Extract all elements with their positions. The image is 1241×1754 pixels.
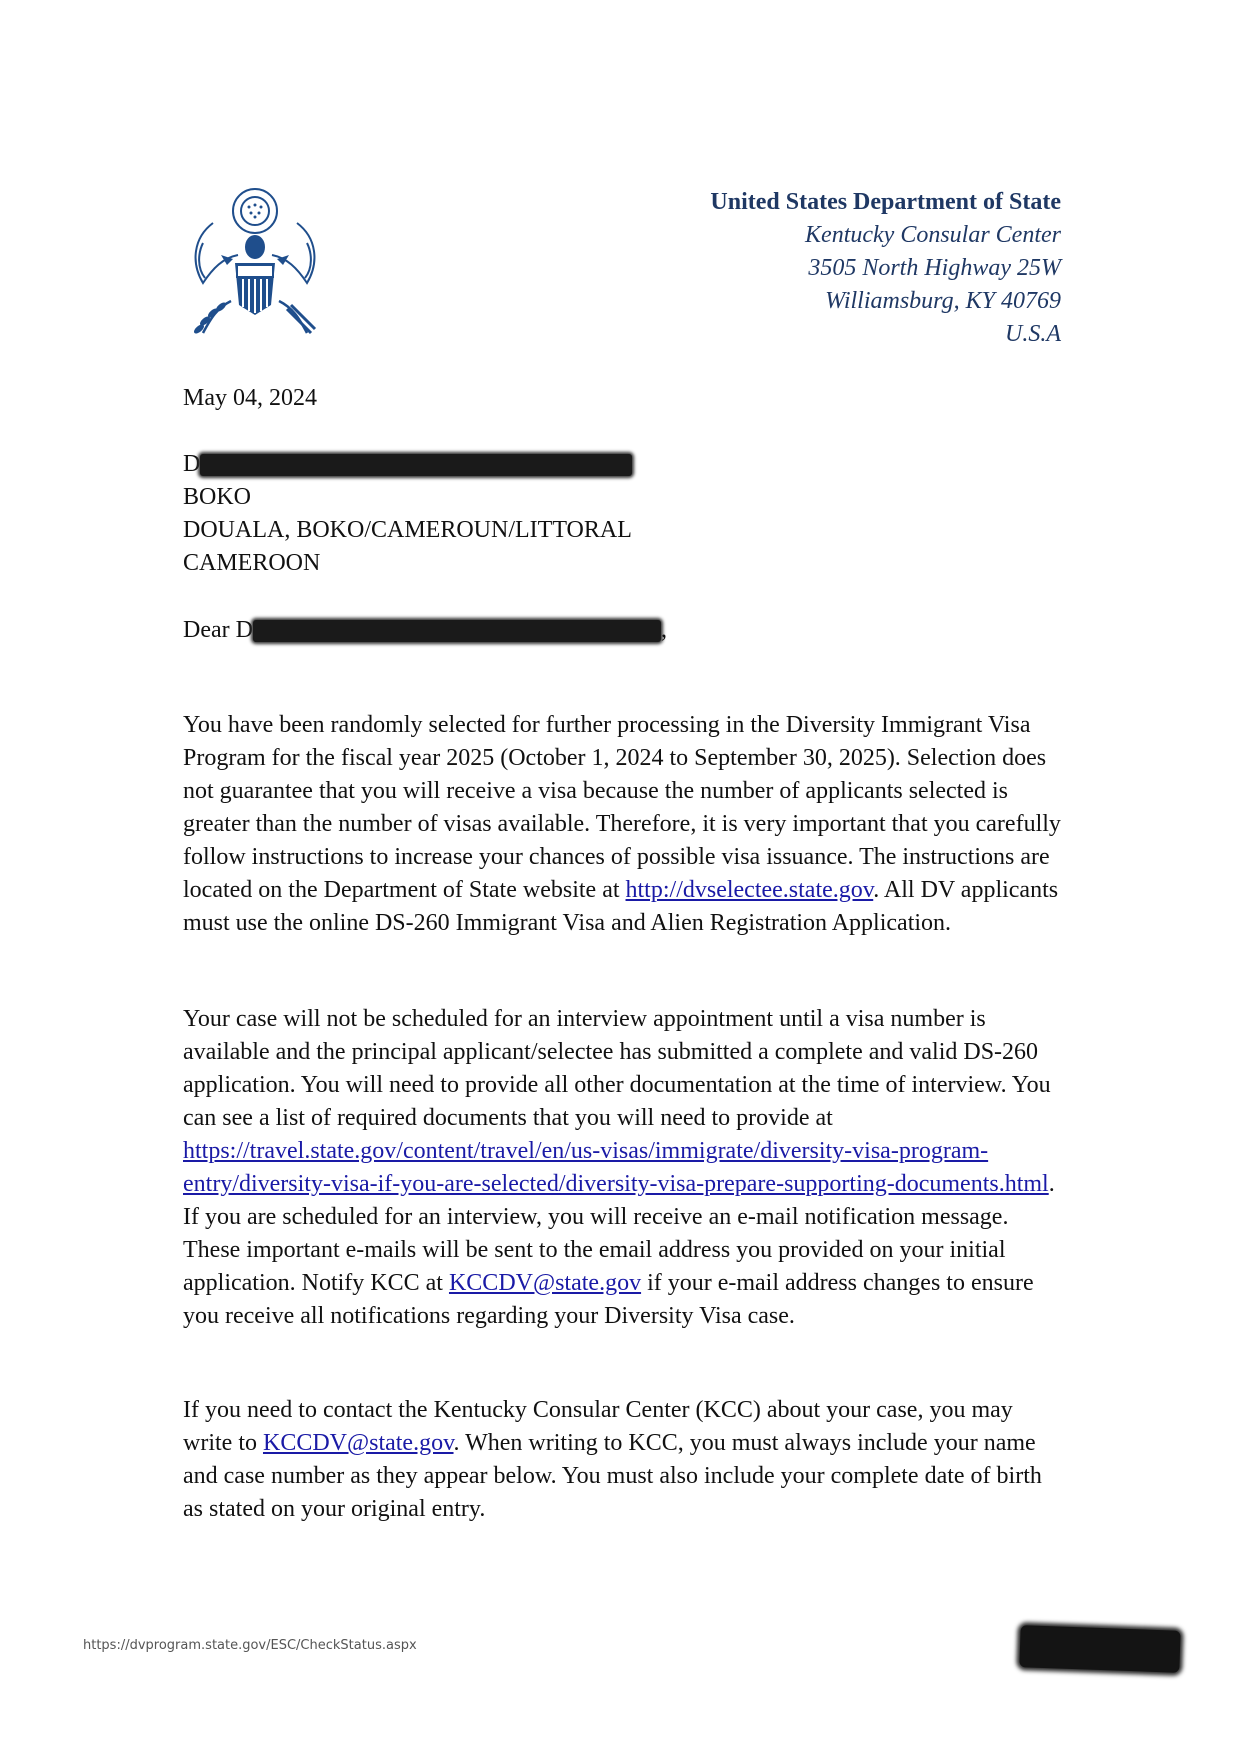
kcc-email-link[interactable]: KCCDV@state.gov <box>262 1430 454 1456</box>
dvselectee-link[interactable]: http://dvselectee.state.gov <box>625 877 874 903</box>
paragraph-text: . All DV applicants must use the online DS-260 Immigrant Visa and Alien Registration Application. <box>183 877 1059 936</box>
department-title: United States Department of State <box>710 189 1061 215</box>
salutation-suffix: , <box>660 617 667 643</box>
paragraph-interview <box>183 1003 1063 1333</box>
paragraph-text: Your case will not be scheduled for an interview appointment until a visa number is available and the principal applicant/selectee has submitted a complete and valid DS-260 application. You will need to provide all other documentation at the time of interview. You can see a list of required documents that you will need to provide at <box>183 1006 1051 1131</box>
paragraph-text: If you need to contact the Kentucky Consular Center (KCC) about your case, you may write to <box>183 1397 1013 1456</box>
recipient-initial: D <box>183 451 201 477</box>
redacted-name <box>200 454 632 476</box>
paragraph-contact <box>183 1394 1063 1526</box>
street-address: 3505 North Highway 25W <box>808 255 1061 281</box>
consular-center-name: Kentucky Consular Center <box>805 222 1061 248</box>
paragraph-text: . If you are scheduled for an interview, you will receive an e-mail notification message. These important e-mails will be sent to the email address you provided on your initial application. Notify KCC at <box>183 1171 1055 1296</box>
address-line: CAMEROON <box>183 550 321 576</box>
state-department-seal-icon <box>183 183 328 341</box>
footer-url: https://dvprogram.state.gov/ESC/CheckStatus.aspx <box>83 1638 417 1653</box>
address-line: DOUALA, BOKO/CAMEROUN/LITTORAL <box>183 517 632 543</box>
redacted-name <box>253 620 661 642</box>
paragraph-selection <box>183 709 1063 940</box>
address-line: BOKO <box>183 484 252 510</box>
city-state-zip: Williamsburg, KY 40769 <box>825 288 1061 314</box>
salutation-prefix: Dear D <box>183 617 253 643</box>
kcc-email-link[interactable]: KCCDV@state.gov <box>448 1270 642 1296</box>
recipient-address <box>183 448 632 580</box>
supporting-documents-link[interactable]: https://travel.state.gov/content/travel/en/us-visas/immigrate/diversity-visa-program-entry/diversity-visa-if-you-are-selected/diversity-visa-prepare-supporting-documents.html <box>183 1138 1049 1197</box>
salutation <box>183 614 667 647</box>
redacted-footer <box>1019 1625 1180 1673</box>
paragraph-text: . When writing to KCC, you must always include your name and case number as they appear below. You must also include your complete date of birth as stated on your original entry. <box>183 1430 1042 1522</box>
department-header <box>710 186 1061 351</box>
paragraph-text: if your e-mail address changes to ensure you receive all notifications regarding your Diversity Visa case. <box>183 1270 1034 1329</box>
country: U.S.A <box>1005 321 1061 347</box>
letter-date: May 04, 2024 <box>183 385 317 411</box>
paragraph-text: You have been randomly selected for further processing in the Diversity Immigrant Visa Program for the fiscal year 2025 (October 1, 2024 to September 30, 2025). Selection does not guarantee that you will receive a visa because the number of applicants selected is greater than the number of visas available. Therefore, it is very important that you carefully follow instructions to increase your chances of possible visa issuance. The instructions are located on the Department of State website at <box>183 712 1061 903</box>
recipient-name <box>183 448 632 481</box>
